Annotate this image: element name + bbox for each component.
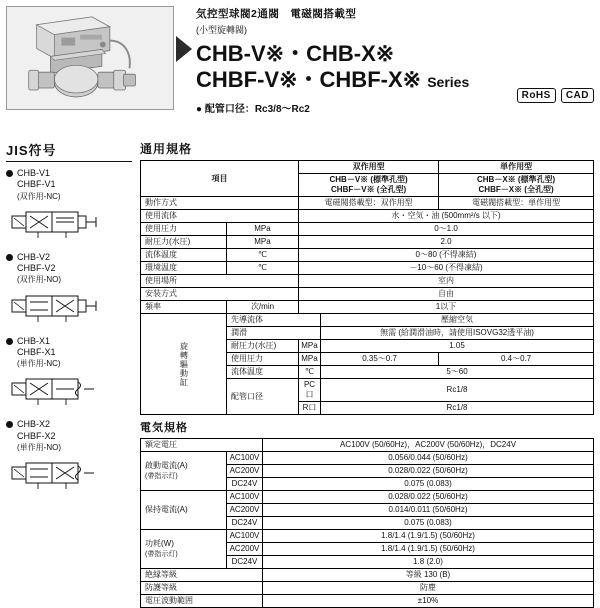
table-row: [141, 288, 594, 301]
row-label: 頻率: [141, 301, 227, 314]
product-photo: [6, 6, 174, 110]
row-voltage: AC100V: [227, 530, 263, 543]
table-row: [141, 314, 594, 327]
col-double-2: CHBF－V※ (全孔型): [331, 185, 407, 194]
table-row: [141, 569, 594, 582]
row-value: 自由: [299, 288, 594, 301]
general-spec-table: [140, 160, 594, 415]
row-value: 0.075 (0.083): [263, 478, 594, 491]
row-value: 0～80 (不得凍結): [299, 249, 594, 262]
table-row: [141, 530, 594, 543]
header-arrow-icon: [176, 36, 192, 62]
row-label: 環境温度: [141, 262, 227, 275]
row-label: 使用圧力: [227, 353, 299, 366]
row-value-single: 0.4～0.7: [439, 353, 594, 366]
row-value: 0.056/0.044 (50/60Hz): [263, 452, 594, 465]
row-label: 額定電圧: [141, 439, 263, 452]
electric-section-title: 電気規格: [140, 422, 188, 434]
bullet-icon: [6, 421, 13, 428]
jis-section-title: JIS符号: [6, 143, 57, 158]
row-label: 安装方式: [141, 288, 299, 301]
row-value: 防塵: [263, 582, 594, 595]
row-voltage: DC24V: [227, 478, 263, 491]
cad-badge: CAD: [561, 88, 594, 103]
row-voltage: AC200V: [227, 504, 263, 517]
row-label: 使用流体: [141, 210, 299, 223]
row-value: 0.028/0.022 (50/60Hz): [263, 491, 594, 504]
port-row-label: R口: [299, 402, 321, 415]
table-row: [141, 249, 594, 262]
row-value-double: 0.35～0.7: [321, 353, 439, 366]
row-label: [141, 530, 227, 569]
jis-divider: [6, 161, 132, 162]
col-single-2: CHBF－X※ (全孔型): [478, 185, 554, 194]
row-label: 使用圧力: [141, 223, 227, 236]
model-line-1: CHB-V※・CHB-X※: [196, 41, 395, 66]
row-value: 1.05: [321, 340, 594, 353]
row-value: 1以下: [299, 301, 594, 314]
symbol-name-1: CHB-X1: [17, 335, 51, 346]
row-value: 1.8/1.4 (1.9/1.5) (50/60Hz): [263, 530, 594, 543]
row-label: 使用場所: [141, 275, 299, 288]
symbol-name-1: CHB-V2: [17, 251, 51, 262]
row-unit: MPa: [299, 353, 321, 366]
valve-illustration: [7, 7, 173, 110]
jis-symbol-item: [6, 252, 132, 326]
certification-badges: [517, 88, 594, 103]
port-row-label: PC口: [299, 379, 321, 402]
port-group-label: 配管口径: [227, 379, 299, 415]
row-value: 1.8 (2.0): [263, 556, 594, 569]
row-value: 無需 (給潤滑油時，請使用ISOVG32透平油): [321, 327, 594, 340]
row-value: 1.8/1.4 (1.9/1.5) (50/60Hz): [263, 543, 594, 556]
group-double-header: 双作用型: [299, 161, 439, 174]
symbol-diagram: [8, 373, 132, 409]
table-row: [141, 236, 594, 249]
header-title-line1: 気控型球閥2通閥 電磁閥搭載型: [196, 8, 357, 20]
rohs-badge: RoHS: [517, 88, 556, 103]
table-row: [141, 452, 594, 465]
row-value: －10～60 (不得凍結): [299, 262, 594, 275]
jis-symbol-item: [6, 168, 132, 242]
row-value: 等級 130 (B): [263, 569, 594, 582]
table-row: [141, 223, 594, 236]
electric-spec-table: [140, 438, 594, 608]
jis-symbol-item: [6, 336, 132, 410]
row-unit: ℃: [299, 366, 321, 379]
table-row: [141, 582, 594, 595]
table-row: [141, 595, 594, 608]
symbol-name-2: CHBF-X2: [17, 430, 56, 441]
row-voltage: DC24V: [227, 517, 263, 530]
row-label: 絶縁等級: [141, 569, 263, 582]
row-unit: MPa: [227, 236, 299, 249]
row-value: 0～1.0: [299, 223, 594, 236]
table-row: [141, 491, 594, 504]
jis-symbol-item: [6, 419, 132, 493]
row-voltage: AC200V: [227, 465, 263, 478]
row-label-sub: (帶指示灯): [145, 472, 178, 480]
row-label-main: 功耗(W): [145, 538, 174, 548]
row-value: 壓縮空気: [321, 314, 594, 327]
row-unit: MPa: [227, 223, 299, 236]
row-voltage: AC100V: [227, 491, 263, 504]
symbol-name-1: CHB-V1: [17, 168, 51, 178]
row-value-single: 電磁閥搭載型：単作用型: [439, 197, 594, 210]
row-value: Rc1/8: [321, 379, 594, 402]
row-value: 5～60: [321, 366, 594, 379]
row-value: 0.075 (0.083): [263, 517, 594, 530]
page-header: [0, 0, 600, 118]
col-double-models: [299, 174, 439, 197]
table-row: [141, 210, 594, 223]
row-unit: ℃: [227, 262, 299, 275]
row-label-main: 啟動電流(A): [145, 460, 188, 470]
row-value: 0.014/0.011 (50/60Hz): [263, 504, 594, 517]
symbol-name-2: CHBF-X1: [17, 346, 56, 357]
row-value: 室内: [299, 275, 594, 288]
row-label: 保持電流(A): [141, 491, 227, 530]
row-label: 耐圧力(水圧): [227, 340, 299, 353]
symbol-name-2: CHBF-V1: [17, 179, 56, 190]
row-label: 防護等級: [141, 582, 263, 595]
table-row: [141, 197, 594, 210]
row-value: 2.0: [299, 236, 594, 249]
col-single-1: CHB－X※ (標準孔型): [476, 175, 556, 184]
symbol-diagram: [8, 290, 132, 326]
spec-section-title: 通用規格: [140, 142, 193, 156]
jis-symbol-column: [6, 140, 132, 503]
bullet-icon: [6, 170, 13, 177]
row-label: 先導流体: [227, 314, 321, 327]
header-title-line2: (小型旋轉閥): [196, 25, 247, 35]
bullet-icon: [6, 338, 13, 345]
series-word: Series: [427, 73, 470, 90]
col-double-1: CHB－V※ (標準孔型): [329, 175, 408, 184]
symbol-diagram: [8, 457, 132, 493]
symbol-sub: (双作用-NC): [17, 191, 61, 201]
row-label: [141, 452, 227, 491]
table-row: [141, 275, 594, 288]
item-header: 項目: [141, 161, 299, 197]
bullet-icon: [6, 254, 13, 261]
row-label: 耐圧力(水圧): [141, 236, 227, 249]
table-row: [141, 301, 594, 314]
specification-column: [140, 140, 594, 608]
symbol-sub: (単作用-NO): [17, 442, 61, 452]
row-label: 電圧波動範囲: [141, 595, 263, 608]
row-label: 流体温度: [141, 249, 227, 262]
row-value-double: 電磁閥搭載型：双作用型: [299, 197, 439, 210]
row-value: 0.028/0.022 (50/60Hz): [263, 465, 594, 478]
model-names: [196, 41, 596, 93]
row-label-sub: (帶指示灯): [145, 550, 178, 558]
symbol-sub: (単作用-NC): [17, 359, 61, 368]
symbol-sub: (双作用-NO): [17, 275, 61, 285]
symbol-name-2: CHBF-V2: [17, 263, 56, 273]
row-voltage: AC100V: [227, 452, 263, 465]
row-voltage: AC200V: [227, 543, 263, 556]
group-single-header: 単作用型: [439, 161, 594, 174]
table-row: [141, 262, 594, 275]
symbol-name-1: CHB-X2: [17, 419, 51, 430]
bore-label: ● 配管口径：Rc3/8～Rc2: [196, 103, 310, 115]
symbol-diagram: [8, 206, 132, 242]
rotary-group-label: 旋轉驅動缸: [141, 314, 227, 415]
row-unit: 次/min: [227, 301, 299, 314]
model-line-2: CHBF-V※・CHBF-X※: [196, 66, 422, 92]
row-value: AC100V (50/60Hz)，AC200V (50/60Hz)，DC24V: [263, 439, 594, 452]
table-row: [141, 161, 594, 174]
table-row: [141, 439, 594, 452]
row-value: Rc1/8: [321, 402, 594, 415]
row-unit: ℃: [227, 249, 299, 262]
col-single-models: [439, 174, 594, 197]
row-label: 潤滑: [227, 327, 321, 340]
row-voltage: DC24V: [227, 556, 263, 569]
row-unit: MPa: [299, 340, 321, 353]
row-label: 流体温度: [227, 366, 299, 379]
row-label: 動作方式: [141, 197, 299, 210]
row-value: ±10%: [263, 595, 594, 608]
row-value: 水・空気・油 (500mm²/s 以下): [299, 210, 594, 223]
